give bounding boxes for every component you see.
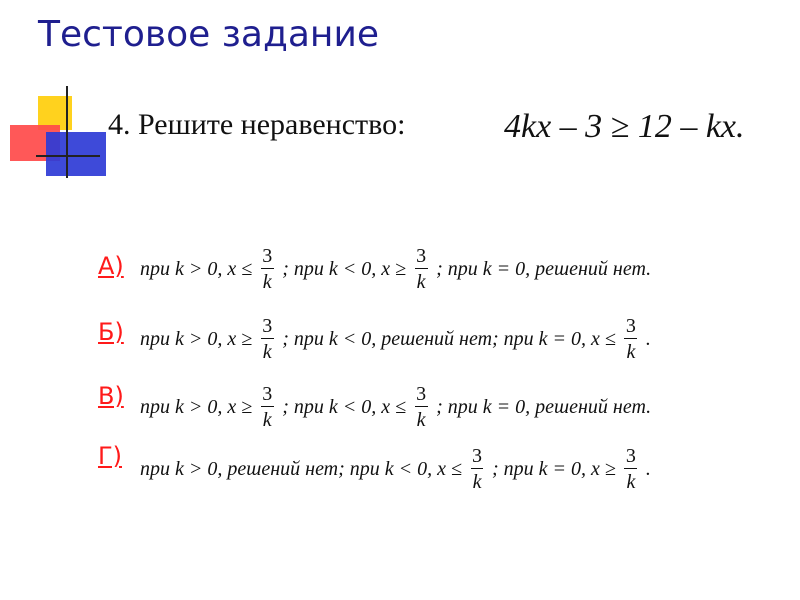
option-text-segment: ; при k < 0, x ≥	[282, 257, 407, 280]
inequality-formula	[504, 108, 745, 146]
inequality-text: 4kx – 3 ≥ 12 – kx.	[504, 108, 745, 145]
option-d-label[interactable]: Г)	[98, 442, 122, 470]
option-text-segment: .	[645, 457, 651, 480]
logo-horizontal-line	[36, 155, 100, 157]
fraction-denominator: k	[415, 406, 428, 430]
fraction-numerator: 3	[416, 383, 427, 405]
fraction-denominator: k	[261, 338, 274, 362]
fraction-denominator: k	[624, 338, 637, 362]
option-text-segment: ; при k < 0, решений нет; при k = 0, x ≤	[282, 327, 616, 350]
option-d-text[interactable]	[140, 436, 655, 502]
fraction-numerator: 3	[472, 445, 483, 467]
fraction	[624, 316, 642, 362]
fraction-denominator: k	[624, 468, 637, 492]
option-text-segment: при k > 0, решений нет; при k < 0, x ≤	[140, 457, 463, 480]
fraction	[624, 446, 642, 492]
fraction-denominator: k	[261, 268, 274, 292]
fraction-numerator: 3	[625, 445, 636, 467]
option-c-label[interactable]: В)	[98, 382, 124, 410]
option-text-segment: при k > 0, x ≤	[140, 257, 253, 280]
option-text-segment: ; при k = 0, x ≥	[492, 457, 616, 480]
question-text: 4. Решите неравенство:	[108, 108, 406, 141]
option-a-text[interactable]	[140, 236, 655, 302]
fraction-denominator: k	[415, 268, 428, 292]
fraction-numerator: 3	[416, 245, 427, 267]
option-c-text[interactable]	[140, 374, 655, 440]
logo-blue-square	[46, 132, 106, 176]
option-text-segment: .	[645, 327, 651, 350]
fraction-numerator: 3	[262, 245, 273, 267]
fraction	[260, 316, 278, 362]
option-b-label[interactable]: Б)	[98, 318, 124, 346]
option-a-label[interactable]: А)	[98, 252, 124, 280]
fraction	[414, 246, 432, 292]
fraction-numerator: 3	[262, 315, 273, 337]
option-text-segment: ; при k < 0, x ≤	[282, 395, 407, 418]
fraction-numerator: 3	[625, 315, 636, 337]
option-text-segment: при k > 0, x ≥	[140, 327, 253, 350]
option-text-segment: при k > 0, x ≥	[140, 395, 253, 418]
fraction	[470, 446, 488, 492]
fraction-numerator: 3	[262, 383, 273, 405]
logo-vertical-line	[66, 86, 68, 178]
option-text-segment: ; при k = 0, решений нет.	[436, 395, 652, 418]
fraction	[260, 246, 278, 292]
fraction	[260, 384, 278, 430]
option-text-segment: ; при k = 0, решений нет.	[436, 257, 652, 280]
fraction-denominator: k	[471, 468, 484, 492]
fraction-denominator: k	[261, 406, 274, 430]
slide-title: Тестовое задание	[38, 14, 379, 55]
fraction	[414, 384, 432, 430]
option-b-text[interactable]	[140, 306, 655, 372]
